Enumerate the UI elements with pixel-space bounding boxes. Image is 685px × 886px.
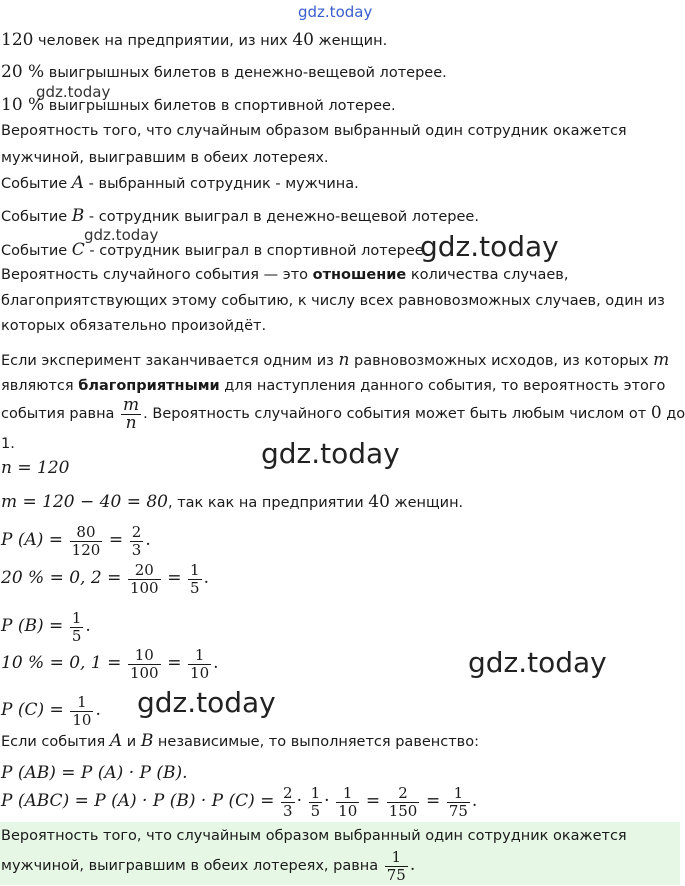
- fraction-80-120: $\frac{80}{120}$: [71, 522, 101, 559]
- independence-statement: Если события A и B независимые, то выполняется равенство:: [1, 731, 479, 751]
- given-employees: 120 человек на предприятии, из них 40 женщин.: [1, 30, 388, 50]
- event-b: Событие B - сотрудник выиграл в денежно-вещевой лотерее.: [1, 206, 479, 226]
- equation-10-percent: 10 % = 0, 1 = $\frac{10}{100}$ = $\frac{1}{10}$ .: [1, 645, 219, 682]
- answer-line-2: мужчиной, выигравшим в обеих лотереях, равна $\frac{1}{75}$ .: [1, 847, 416, 884]
- answer-fraction: $\frac{1}{75}$: [386, 847, 406, 884]
- rule-line-1: Если эксперимент заканчивается одним из n равновозможных исходов, из которых m: [1, 350, 670, 370]
- equation-pab: P (AB) = P (A) · P (B).: [1, 763, 188, 783]
- watermark-small-2: gdz.today: [84, 226, 159, 244]
- given-lottery-1: 20 % выигрышных билетов в денежно-вещевой лотерее.: [1, 62, 447, 82]
- question-line-2: мужчиной, выигравшим в обеих лотереях.: [1, 150, 329, 166]
- fraction-1-10: $\frac{1}{10}$: [190, 645, 210, 682]
- fraction-pc: $\frac{1}{10}$: [72, 692, 92, 729]
- watermark-large-3: gdz.today: [468, 646, 607, 679]
- fraction-pb: $\frac{1}{5}$: [71, 608, 82, 645]
- equation-pc: P (C) = $\frac{1}{10}$ .: [1, 692, 101, 729]
- fraction-2-3: $\frac{2}{3}$: [131, 522, 142, 559]
- rule-line-4: 1.: [1, 436, 15, 452]
- fraction-20-100: $\frac{20}{100}$: [129, 560, 159, 597]
- equation-pabc: P (ABC) = P (A) · P (B) · P (C) = $\frac{2}{3}$ · $\frac{1}{5}$ · $\frac{1}{10}$ = $\frac{2}{150}$ = $\frac{1}{75}$ .: [1, 783, 478, 820]
- equation-n: n = 120: [1, 458, 70, 478]
- fraction-1-5: $\frac{1}{5}$: [190, 560, 200, 597]
- fraction-10-100: $\frac{10}{100}$: [129, 645, 159, 682]
- watermark-small-1: gdz.today: [36, 83, 111, 101]
- fraction-m-over-n: $\frac{m}{n}$: [123, 394, 140, 433]
- fraction-pabc-5: $\frac{1}{75}$: [448, 783, 468, 820]
- women-number: 40: [292, 30, 314, 50]
- watermark-large-2: gdz.today: [261, 437, 400, 470]
- fraction-pabc-2: $\frac{1}{5}$: [310, 783, 321, 820]
- event-a: Событие A - выбранный сотрудник - мужчина.: [1, 173, 359, 193]
- fraction-pabc-4: $\frac{2}{150}$: [388, 783, 418, 820]
- rule-line-3: события равна $\frac{m}{n}$ . Вероятность случайного события может быть любым числом от 0 до: [1, 394, 685, 433]
- equation-m: m = 120 − 40 = 80, так как на предприятии 40 женщин.: [1, 492, 464, 512]
- definition-line-1: Вероятность случайного события — это отношение количества случаев,: [1, 267, 569, 283]
- percent-10: 10 %: [1, 95, 45, 115]
- equation-pa: P (A) = $\frac{80}{120}$ = $\frac{2}{3}$ .: [1, 522, 151, 559]
- question-line-1: Вероятность того, что случайным образом выбранный один сотрудник окажется: [1, 123, 627, 139]
- fraction-pabc-1: $\frac{2}{3}$: [283, 783, 293, 820]
- watermark-large-1: gdz.today: [420, 230, 559, 263]
- definition-line-3: которых обязательно произойдёт.: [1, 318, 267, 334]
- given-lottery-2: 10 % выигрышных билетов в спортивной лотерее.: [1, 95, 396, 115]
- total-number: 120: [1, 30, 34, 50]
- equation-20-percent: 20 % = 0, 2 = $\frac{20}{100}$ = $\frac{1}{5}$ .: [1, 560, 209, 597]
- equation-pb: P (B) = $\frac{1}{5}$ .: [1, 608, 91, 645]
- event-c: Событие C - сотрудник выиграл в спортивной лотерее.: [1, 240, 429, 260]
- rule-line-2: являются благоприятными для наступления данного события, то вероятность этого: [1, 378, 666, 394]
- definition-line-2: благоприятствующих этому событию, к числу всех равновозможных случаев, один из: [1, 293, 665, 309]
- answer-line-1: Вероятность того, что случайным образом выбранный один сотрудник окажется: [1, 828, 627, 844]
- percent-20: 20 %: [1, 62, 45, 82]
- watermark-top: gdz.today: [298, 3, 373, 21]
- fraction-pabc-3: $\frac{1}{10}$: [338, 783, 358, 820]
- watermark-large-4: gdz.today: [137, 686, 276, 719]
